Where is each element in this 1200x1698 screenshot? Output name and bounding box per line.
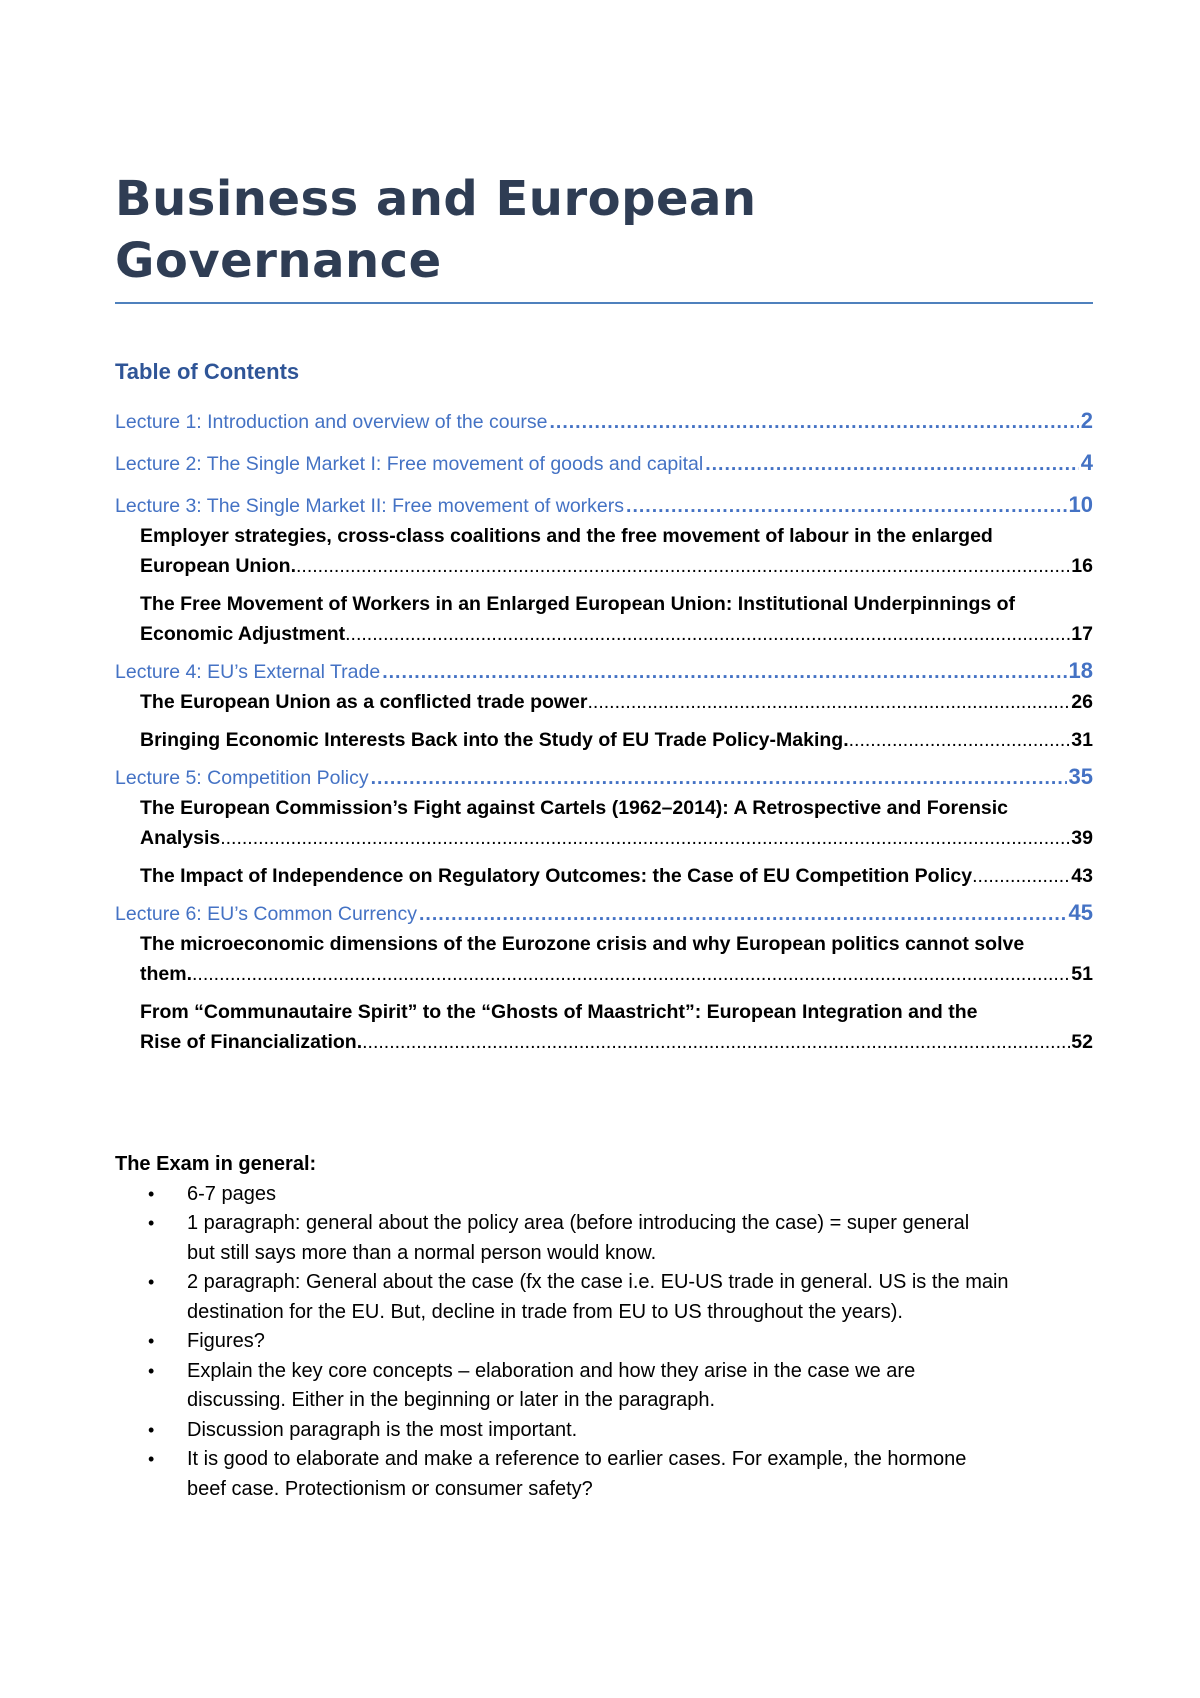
toc-subentry-3-2[interactable] [140, 589, 1093, 649]
list-item [148, 1268, 1095, 1327]
toc-entry-lecture-6[interactable] [115, 900, 1093, 927]
toc-subentry-line: them. [140, 963, 193, 985]
list-item-text: beef case. Protectionism or consumer safety? [187, 1477, 593, 1500]
toc-page-number: 4 [1080, 450, 1093, 475]
list-item [148, 1209, 1095, 1268]
toc-leader-dots [588, 687, 1072, 717]
toc-subentry-5-2[interactable] [140, 861, 1093, 891]
list-item [148, 1445, 1095, 1504]
toc-entry-title: Lecture 4: EU’s External Trade [115, 661, 381, 683]
toc-subentry-3-1[interactable] [140, 521, 1093, 581]
table-of-contents [115, 408, 1093, 1057]
toc-page-number: 35 [1068, 764, 1093, 789]
title-underline [115, 302, 1093, 304]
toc-leader-dots [220, 823, 1071, 853]
toc-subentry-5-1[interactable] [140, 793, 1093, 853]
toc-subentry-line: Economic Adjustment [140, 623, 346, 645]
toc-subentry-line: The Free Movement of Workers in an Enlarged European Union: Institutional Underpinnings of [140, 593, 1016, 615]
toc-leader-dots [296, 551, 1071, 581]
toc-subentry-line: The European Union as a conflicted trade power [140, 691, 588, 713]
toc-page-number: 17 [1071, 623, 1093, 645]
bullet-icon: • [148, 1419, 155, 1440]
toc-leader-dots [626, 493, 1066, 519]
list-item-text: 1 paragraph: general about the policy area (before introducing the case) = super general [187, 1212, 970, 1234]
toc-leader-dots [550, 409, 1079, 435]
toc-leader-dots [362, 1027, 1071, 1057]
toc-subentry-4-2[interactable] [140, 725, 1093, 755]
toc-entry-title: Lecture 3: The Single Market II: Free movement of workers [115, 495, 625, 517]
list-item-text: discussing. Either in the beginning or later in the paragraph. [187, 1389, 716, 1411]
toc-page-number: 43 [1071, 865, 1093, 887]
toc-page-number: 52 [1071, 1031, 1093, 1053]
toc-page-number: 2 [1080, 408, 1093, 433]
list-item [148, 1327, 1095, 1357]
toc-entry-lecture-2[interactable] [115, 450, 1093, 477]
toc-page-number: 39 [1071, 827, 1093, 849]
list-item-text: 2 paragraph: General about the case (fx the case i.e. EU-US trade in general. US is the main [187, 1271, 1009, 1293]
list-item [148, 1416, 1095, 1446]
toc-entry-title: Lecture 5: Competition Policy [115, 767, 369, 789]
bullet-icon: • [148, 1360, 155, 1381]
toc-leader-dots [419, 901, 1067, 927]
toc-leader-dots [382, 659, 1066, 685]
toc-subentry-line: Rise of Financialization. [140, 1031, 363, 1053]
toc-page-number: 16 [1071, 555, 1093, 577]
toc-page-number: 31 [1071, 729, 1093, 751]
toc-page-number: 18 [1068, 658, 1093, 683]
list-item [148, 1357, 1095, 1416]
toc-leader-dots [345, 619, 1071, 649]
toc-entry-title: Lecture 2: The Single Market I: Free movement of goods and capital [115, 453, 704, 475]
toc-entry-lecture-3[interactable] [115, 492, 1093, 519]
toc-subentry-line: From “Communautaire Spirit” to the “Ghosts of Maastricht”: European Integration and the [140, 1001, 978, 1023]
toc-page-number: 10 [1068, 492, 1093, 517]
list-item [148, 1180, 1095, 1210]
toc-page-number: 26 [1071, 691, 1093, 713]
toc-subentry-line: The microeconomic dimensions of the Eurozone crisis and why European politics cannot solve [140, 933, 1025, 955]
toc-subentry-line: Employer strategies, cross-class coalitions and the free movement of labour in the enlarged [140, 525, 993, 547]
bullet-icon: • [148, 1213, 155, 1233]
list-item-text: 6-7 pages [187, 1182, 276, 1205]
document-title: Business and European Governance [115, 171, 757, 289]
toc-entry-lecture-1[interactable] [115, 408, 1093, 435]
toc-subentry-line: Analysis [140, 827, 221, 849]
toc-subentry-line: The Impact of Independence on Regulatory Outcomes: the Case of EU Competition Policy [140, 865, 973, 887]
toc-subentry-6-2[interactable] [140, 997, 1093, 1057]
toc-subentry-6-1[interactable] [140, 929, 1093, 989]
list-item-text: Explain the key core concepts – elaboration and how they arise in the case we are [187, 1359, 916, 1382]
toc-page-number: 51 [1071, 963, 1093, 985]
bullet-icon: • [148, 1331, 155, 1351]
toc-entry-lecture-4[interactable] [115, 658, 1093, 685]
toc-entry-lecture-5[interactable] [115, 764, 1093, 791]
toc-leader-dots [192, 959, 1071, 989]
toc-entry-title: Lecture 1: Introduction and overview of the course [115, 411, 548, 433]
exam-heading: The Exam in general: [115, 1153, 317, 1175]
toc-heading: Table of Contents [115, 359, 300, 384]
bullet-icon: • [148, 1183, 155, 1204]
toc-subentry-4-1[interactable] [140, 687, 1093, 717]
toc-subentry-line: The European Commission’s Fight against Cartels (1962–2014): A Retrospective and Forensic [140, 797, 1008, 819]
exam-section [115, 1150, 1095, 1504]
list-item-text: Discussion paragraph is the most important. [187, 1418, 578, 1441]
toc-subentry-line: European Union. [140, 555, 296, 577]
exam-bullet-list [115, 1180, 1095, 1505]
toc-page-number: 45 [1068, 900, 1093, 925]
toc-entry-title: Lecture 6: EU’s Common Currency [115, 903, 418, 925]
toc-leader-dots [972, 861, 1071, 891]
bullet-icon: • [148, 1449, 155, 1469]
list-item-text: but still says more than a normal person would know. [187, 1241, 657, 1264]
toc-subentry-line: Bringing Economic Interests Back into the Study of EU Trade Policy-Making. [140, 729, 849, 751]
list-item-text: It is good to elaborate and make a reference to earlier cases. For example, the hormone [187, 1448, 967, 1470]
bullet-icon: • [148, 1272, 155, 1292]
toc-leader-dots [371, 765, 1067, 791]
list-item-text: destination for the EU. But, decline in trade from EU to US throughout the years). [187, 1300, 903, 1323]
list-item-text: Figures? [187, 1330, 265, 1352]
toc-leader-dots [849, 725, 1072, 755]
toc-leader-dots [705, 451, 1079, 477]
